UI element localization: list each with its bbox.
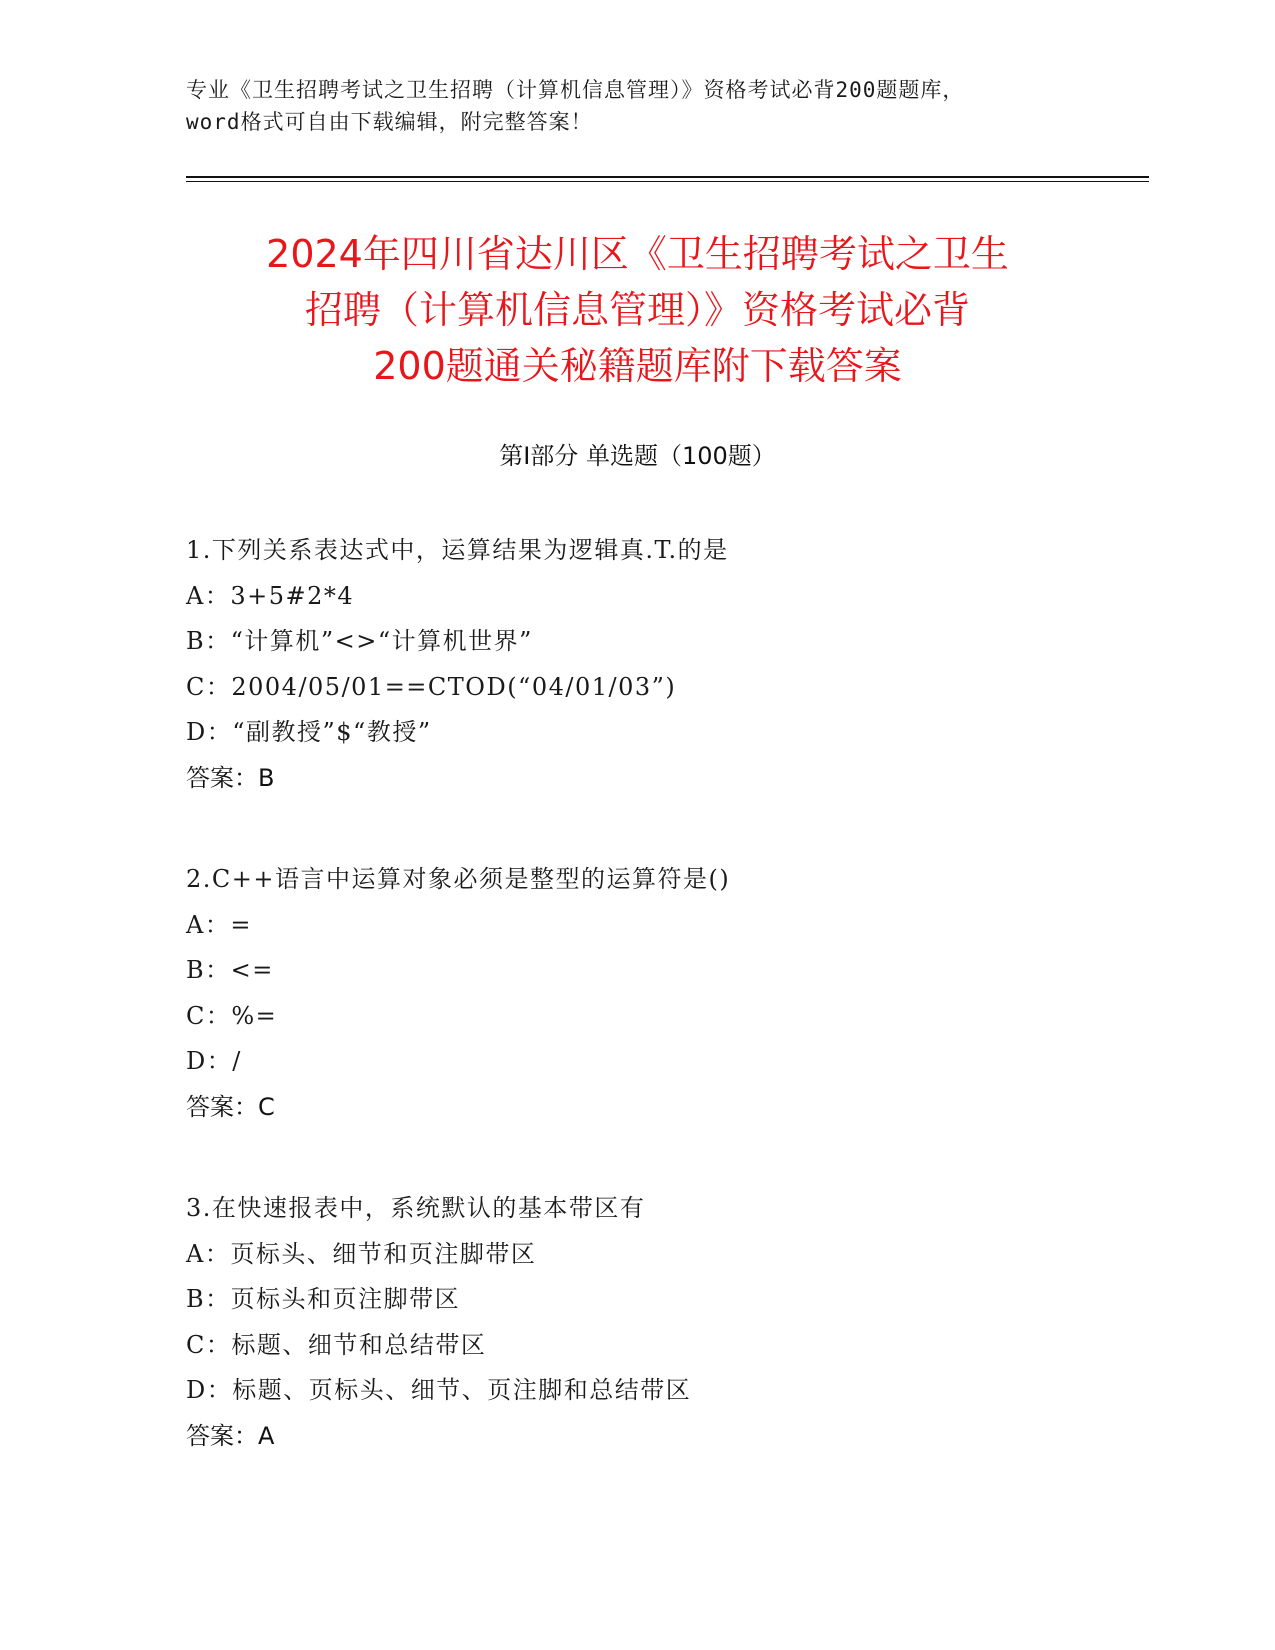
option-b: B：<= [186, 956, 274, 984]
title-line-2: 招聘（计算机信息管理）》资格考试必背 [304, 288, 970, 332]
question-stem: 1.下列关系表达式中，运算结果为逻辑真.T.的是 [186, 536, 729, 564]
document-title [150, 226, 1125, 394]
question-1 [186, 528, 1126, 801]
option-d: D：“副教授”$“教授” [186, 718, 432, 746]
option-d: D：标题、页标头、细节、页注脚和总结带区 [186, 1376, 692, 1404]
option-a: A：3+5#2*4 [186, 581, 355, 610]
option-c: C：%= [186, 1001, 278, 1030]
title-line-1: 2024年四川省达川区《卫生招聘考试之卫生 [266, 232, 1009, 276]
question-list [186, 528, 1126, 1515]
intro-text [186, 74, 1106, 138]
answer: 答案：A [186, 1421, 275, 1450]
option-a: A：= [186, 910, 252, 939]
title-line-3: 200题通关秘籍题库附下载答案 [373, 344, 902, 388]
answer: 答案：B [186, 763, 275, 792]
option-b: B：“计算机”<>“计算机世界” [186, 627, 533, 655]
question-stem: 2.C++语言中运算对象必须是整型的运算符是() [186, 865, 731, 893]
header-rule-thick [186, 176, 1149, 178]
intro-line-2: word格式可自由下载编辑，附完整答案！ [186, 110, 593, 134]
section-heading: 第Ⅰ部分 单选题（100题） [499, 442, 776, 470]
intro-line-1: 专业《卫生招聘考试之卫生招聘（计算机信息管理）》资格考试必背200题题库， [186, 78, 965, 102]
option-c: C：2004/05/01==CTOD(“04/01/03”) [186, 672, 677, 701]
option-c: C：标题、细节和总结带区 [186, 1330, 487, 1359]
answer: 答案：C [186, 1092, 275, 1121]
option-d: D：/ [186, 1047, 242, 1075]
question-stem: 3.在快速报表中，系统默认的基本带区有 [186, 1194, 646, 1222]
option-b: B：页标头和页注脚带区 [186, 1285, 461, 1313]
option-a: A：页标头、细节和页注脚带区 [186, 1239, 537, 1268]
question-2 [186, 857, 1126, 1130]
header-rule-thin [186, 181, 1149, 182]
question-3 [186, 1186, 1126, 1459]
